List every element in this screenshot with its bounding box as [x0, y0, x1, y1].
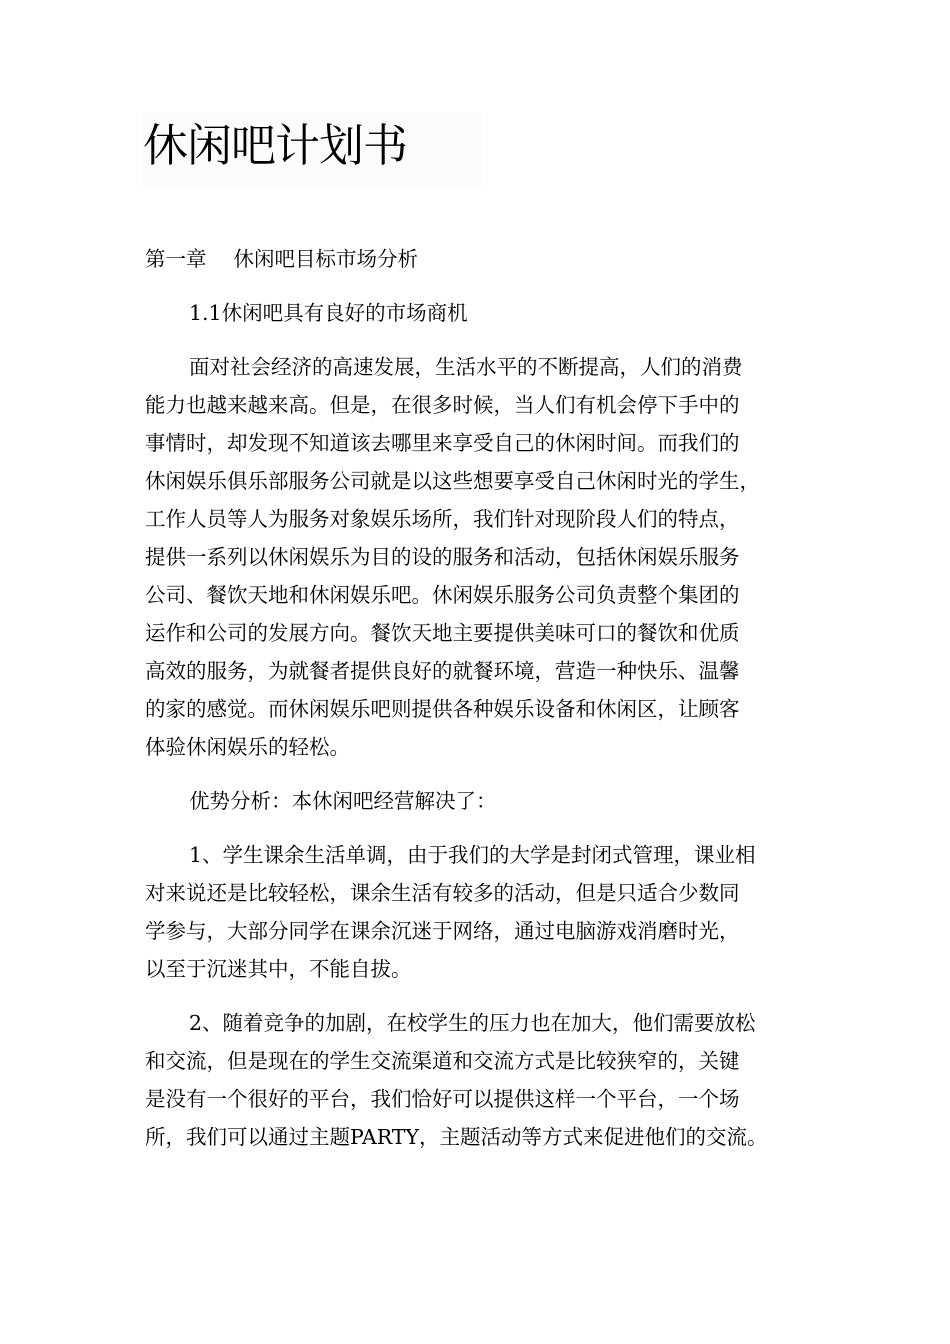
paragraph-line: 运作和公司的发展方向。餐饮天地主要提供美味可口的餐饮和优质 [145, 621, 740, 645]
paragraph-line: 面对社会经济的高速发展，生活水平的不断提高，人们的消费 [189, 355, 743, 379]
document-body [145, 240, 805, 1172]
document-title: 休闲吧计划书 [143, 119, 408, 172]
section-heading: 1.1休闲吧具有良好的市场商机 [189, 301, 468, 325]
paragraph-list [145, 348, 805, 1156]
body-paragraph [145, 348, 805, 766]
paragraph-line: 休闲娱乐俱乐部服务公司就是以这些想要享受自己休闲时光的学生， [145, 469, 760, 493]
paragraph-line: 对来说还是比较轻松，课余生活有较多的活动，但是只适合少数同 [145, 881, 740, 905]
body-paragraph [145, 1004, 805, 1156]
body-paragraph [145, 836, 805, 988]
paragraph-line: 提供一系列以休闲娱乐为目的设的服务和活动，包括休闲娱乐服务 [145, 545, 740, 569]
paragraph-line: 以至于沉迷其中，不能自拔。 [145, 957, 412, 981]
paragraph-line: 高效的服务，为就餐者提供良好的就餐环境，营造一种快乐、温馨 [145, 659, 740, 683]
chapter-heading: 第一章 休闲吧目标市场分析 [145, 247, 419, 271]
paragraph-line: 2、随着竞争的加剧，在校学生的压力也在加大，他们需要放松 [189, 1011, 756, 1035]
paragraph-line: 优势分析：本休闲吧经营解决了： [189, 789, 497, 813]
body-paragraph [145, 782, 805, 820]
paragraph-line: 事情时，却发现不知道该去哪里来享受自己的休闲时间。而我们的 [145, 431, 740, 455]
paragraph-line: 公司、餐饮天地和休闲娱乐吧。休闲娱乐服务公司负责整个集团的 [145, 583, 740, 607]
paragraph-line: 和交流，但是现在的学生交流渠道和交流方式是比较狭窄的，关键 [145, 1049, 740, 1073]
paragraph-line: 体验休闲娱乐的轻松。 [145, 735, 350, 759]
paragraph-line: 学参与，大部分同学在课余沉迷于网络，通过电脑游戏消磨时光， [145, 919, 740, 943]
title-block [143, 112, 481, 188]
paragraph-line: 的家的感觉。而休闲娱乐吧则提供各种娱乐设备和休闲区，让顾客 [145, 697, 740, 721]
paragraph-line: 能力也越来越来高。但是，在很多时候，当人们有机会停下手中的 [145, 393, 740, 417]
paragraph-line: 工作人员等人为服务对象娱乐场所，我们针对现阶段人们的特点， [145, 507, 740, 531]
paragraph-line: 是没有一个很好的平台，我们恰好可以提供这样一个平台，一个场 [145, 1087, 740, 1111]
paragraph-line: 1、学生课余生活单调，由于我们的大学是封闭式管理，课业相 [189, 843, 756, 867]
paragraph-line: 所，我们可以通过主题PARTY，主题活动等方式来促进他们的交流。 [145, 1125, 768, 1149]
